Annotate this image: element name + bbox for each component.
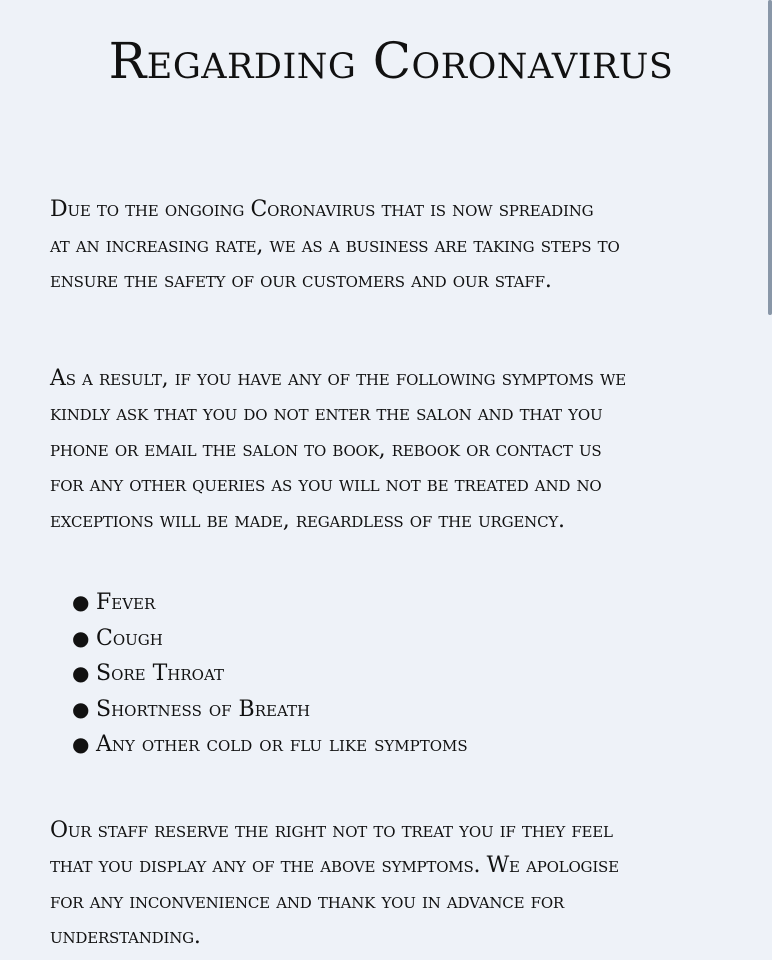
symptom-list-item	[72, 585, 732, 621]
symptom-label: Fever	[96, 590, 156, 615]
symptoms-policy-paragraph	[50, 361, 732, 539]
bullet-icon: ●	[72, 696, 90, 721]
symptoms-list	[50, 585, 732, 763]
notice-title: Regarding Coronavirus	[108, 32, 674, 90]
bullet-icon: ●	[72, 732, 90, 756]
paragraph-line: kindly ask that you do not enter the salon and that you	[50, 401, 603, 426]
paragraph-line: for any inconvenience and thank you in advance for	[50, 888, 565, 914]
paragraph-line: for any other queries as you will not be treated and no	[50, 472, 602, 497]
paragraph-line: Our staff reserve the right not to treat you if they feel	[50, 817, 613, 843]
symptom-list-item	[72, 656, 732, 692]
closing-paragraph	[50, 813, 732, 955]
paragraph-line: As a result, if you have any of the following symptoms we	[50, 365, 626, 391]
intro-paragraph	[50, 192, 732, 299]
symptom-label: Shortness of Breath	[96, 696, 311, 722]
paragraph-line: ensure the safety of our customers and our staff.	[50, 268, 552, 293]
scrollbar[interactable]	[768, 0, 772, 315]
symptom-list-item	[72, 692, 732, 728]
symptom-list-item	[72, 621, 732, 657]
paragraph-line: exceptions will be made, regardless of the urgency.	[50, 507, 565, 533]
symptom-label: Sore Throat	[96, 661, 224, 686]
paragraph-line: understanding.	[50, 924, 201, 949]
symptom-label: Any other cold or flu like symptoms	[96, 732, 468, 757]
bullet-icon: ●	[72, 590, 90, 614]
paragraph-line: Due to the ongoing Coronavirus that is now spreading	[50, 197, 594, 222]
bullet-icon: ●	[72, 625, 90, 650]
symptom-label: Cough	[96, 625, 163, 651]
bullet-icon: ●	[72, 661, 90, 685]
paragraph-line: at an increasing rate, we as a business are taking steps to	[50, 232, 620, 258]
paragraph-line: phone or email the salon to book, rebook or contact us	[50, 436, 602, 462]
symptom-list-item	[72, 727, 732, 763]
paragraph-line: that you display any of the above symptoms. We apologise	[50, 853, 619, 878]
